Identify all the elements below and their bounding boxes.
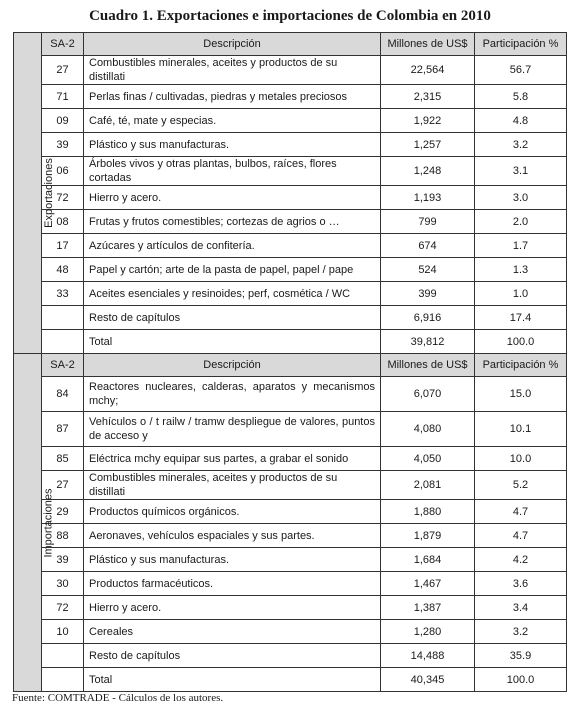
value-cell: 1,257 [381,133,475,157]
table-row [14,620,567,644]
value-cell: 39,812 [381,330,475,354]
share-cell: 100.0 [475,668,567,692]
share-cell: 3.1 [475,157,567,186]
table-body [14,33,567,692]
description-cell: Árboles vivos y otras plantas, bulbos, raíces, flores cortadas [84,157,381,186]
code-cell [42,330,84,354]
imports-header-row [14,354,567,377]
code-cell [42,306,84,330]
code-cell: 06 [42,157,84,186]
value-cell: 1,922 [381,109,475,133]
description-cell: Plástico y sus manufacturas. [84,133,381,157]
description-cell: Total [84,668,381,692]
code-cell: 33 [42,282,84,306]
value-cell: 1,280 [381,620,475,644]
code-cell: 85 [42,447,84,471]
code-cell: 39 [42,133,84,157]
code-cell [42,668,84,692]
column-header: Descripción [84,33,381,56]
share-cell: 17.4 [475,306,567,330]
column-header: Descripción [84,354,381,377]
table-row [14,668,567,692]
description-cell: Café, té, mate y especias. [84,109,381,133]
table-row [14,306,567,330]
share-cell: 4.7 [475,500,567,524]
description-cell: Hierro y acero. [84,596,381,620]
share-cell: 5.8 [475,85,567,109]
table-row [14,85,567,109]
table-row [14,133,567,157]
description-cell: Plástico y sus manufacturas. [84,548,381,572]
column-header: Participación % [475,354,567,377]
description-cell: Combustibles minerales, aceites y productos de su distillati [84,471,381,500]
column-header: SA-2 [42,33,84,56]
description-cell: Azúcares y artículos de confitería. [84,234,381,258]
column-header: Millones de US$ [381,354,475,377]
code-cell: 30 [42,572,84,596]
share-cell: 10.0 [475,447,567,471]
exports-label-text: Exportaciones [42,158,55,228]
code-cell: 08 [42,210,84,234]
share-cell: 15.0 [475,377,567,412]
description-cell: Frutas y frutos comestibles; cortezas de agrios o … [84,210,381,234]
description-cell: Productos farmacéuticos. [84,572,381,596]
share-cell: 1.0 [475,282,567,306]
description-cell: Combustibles minerales, aceites y productos de su distillati [84,56,381,85]
code-cell: 48 [42,258,84,282]
table-row [14,572,567,596]
share-cell: 56.7 [475,56,567,85]
source-note: Fuente: COMTRADE - Cálculos de los autores. [12,692,224,704]
code-cell: 72 [42,186,84,210]
table-row [14,500,567,524]
table-row [14,109,567,133]
table-row [14,234,567,258]
column-header: Participación % [475,33,567,56]
share-cell: 3.2 [475,620,567,644]
share-cell: 35.9 [475,644,567,668]
exports-section-label [14,33,55,354]
code-cell: 17 [42,234,84,258]
value-cell: 14,488 [381,644,475,668]
table-row [14,644,567,668]
code-cell: 39 [42,548,84,572]
code-cell: 10 [42,620,84,644]
code-cell: 72 [42,596,84,620]
value-cell: 2,315 [381,85,475,109]
table-row [14,447,567,471]
description-cell: Papel y cartón; arte de la pasta de papel, papel / pape [84,258,381,282]
value-cell: 524 [381,258,475,282]
table-row [14,596,567,620]
trade-table [13,32,567,692]
table-row [14,377,567,412]
table-row [14,330,567,354]
value-cell: 1,387 [381,596,475,620]
value-cell: 4,050 [381,447,475,471]
table-row [14,210,567,234]
value-cell: 2,081 [381,471,475,500]
table-row [14,524,567,548]
description-cell: Resto de capítulos [84,306,381,330]
description-cell: Productos químicos orgánicos. [84,500,381,524]
description-cell: Hierro y acero. [84,186,381,210]
description-cell: Reactores nucleares, calderas, aparatos y mecanismos mchy; [84,377,381,412]
description-cell: Eléctrica mchy equipar sus partes, a grabar el sonido [84,447,381,471]
code-cell: 27 [42,56,84,85]
table-row [14,471,567,500]
share-cell: 2.0 [475,210,567,234]
code-cell: 27 [42,471,84,500]
description-cell: Cereales [84,620,381,644]
table-row [14,282,567,306]
value-cell: 4,080 [381,412,475,447]
value-cell: 799 [381,210,475,234]
table-row [14,548,567,572]
code-cell: 87 [42,412,84,447]
code-cell: 29 [42,500,84,524]
share-cell: 3.2 [475,133,567,157]
column-header: Millones de US$ [381,33,475,56]
value-cell: 6,916 [381,306,475,330]
column-header: SA-2 [42,354,84,377]
value-cell: 1,684 [381,548,475,572]
table-row [14,157,567,186]
code-cell: 88 [42,524,84,548]
description-cell: Vehículos o / t railw / tramw despliegue de valores, puntos de acceso y [84,412,381,447]
table-row [14,412,567,447]
code-cell: 09 [42,109,84,133]
share-cell: 1.3 [475,258,567,282]
code-cell: 71 [42,85,84,109]
value-cell: 22,564 [381,56,475,85]
share-cell: 10.1 [475,412,567,447]
value-cell: 1,193 [381,186,475,210]
table-title: Cuadro 1. Exportaciones e importaciones de Colombia en 2010 [89,8,491,24]
share-cell: 4.7 [475,524,567,548]
share-cell: 100.0 [475,330,567,354]
share-cell: 3.0 [475,186,567,210]
value-cell: 1,467 [381,572,475,596]
exports-header-row [14,33,567,56]
table-row [14,56,567,85]
value-cell: 1,248 [381,157,475,186]
code-cell [42,644,84,668]
share-cell: 3.4 [475,596,567,620]
code-cell: 84 [42,377,84,412]
description-cell: Aeronaves, vehículos espaciales y sus partes. [84,524,381,548]
value-cell: 399 [381,282,475,306]
value-cell: 6,070 [381,377,475,412]
share-cell: 3.6 [475,572,567,596]
imports-section-label [14,354,55,692]
share-cell: 4.2 [475,548,567,572]
description-cell: Aceites esenciales y resinoides; perf, cosmética / WC [84,282,381,306]
share-cell: 4.8 [475,109,567,133]
value-cell: 1,880 [381,500,475,524]
description-cell: Resto de capítulos [84,644,381,668]
table-row [14,258,567,282]
value-cell: 674 [381,234,475,258]
value-cell: 40,345 [381,668,475,692]
value-cell: 1,879 [381,524,475,548]
share-cell: 5.2 [475,471,567,500]
description-cell: Total [84,330,381,354]
description-cell: Perlas finas / cultivadas, piedras y metales preciosos [84,85,381,109]
table-row [14,186,567,210]
share-cell: 1.7 [475,234,567,258]
imports-label-text: Importaciones [42,487,55,558]
